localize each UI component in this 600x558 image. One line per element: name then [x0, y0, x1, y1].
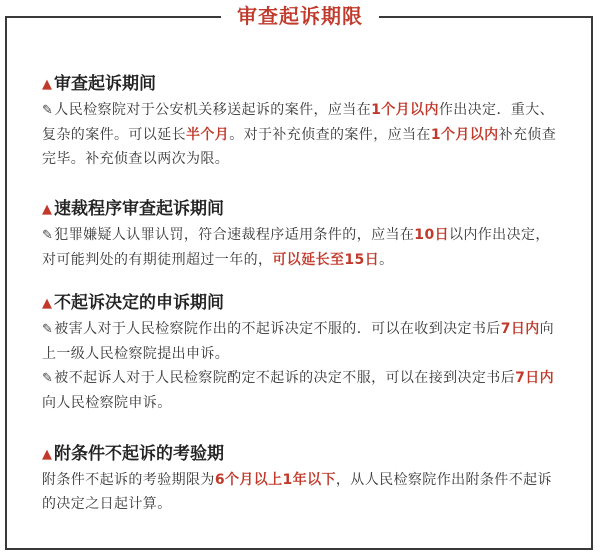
triangle-icon: ▲	[42, 296, 52, 311]
paragraph-text: 作出决定．重大、复杂的案件。可以延长	[42, 102, 555, 143]
paragraph-text: ，从人民检察院作出附条件不起诉的决定之日起计算。	[42, 472, 552, 512]
highlighted-term: 可以延长至15日	[272, 252, 380, 268]
paragraph-text: 补充侦查完毕。补充侦查以两次为限。	[42, 127, 557, 167]
section-appeal-period	[42, 290, 562, 415]
pencil-icon: ✎	[42, 371, 54, 386]
highlighted-term: 1个月以内	[430, 127, 499, 143]
highlighted-term: 10日	[414, 227, 449, 243]
highlighted-term: 半个月	[186, 127, 230, 143]
pencil-icon: ✎	[42, 322, 54, 337]
section-heading	[42, 71, 562, 98]
triangle-icon: ▲	[42, 77, 52, 92]
paragraph-text: 向人民检察院申诉。	[42, 395, 172, 411]
section-heading-text: 速裁程序审查起诉期间	[54, 199, 224, 219]
section-heading-text: 审查起诉期间	[54, 74, 156, 94]
paragraph-text: 附条件不起诉的考验期限为	[42, 472, 215, 488]
section-heading-text: 不起诉决定的申诉期间	[54, 293, 224, 313]
triangle-icon: ▲	[42, 447, 52, 462]
page-title: 审查起诉期限	[221, 0, 379, 32]
paragraph-text: 向上一级人民检察院提出申诉。	[42, 321, 555, 362]
section-paragraph	[42, 98, 562, 171]
paragraph-text: 。对于补充侦查的案件，应当在	[229, 127, 431, 143]
paragraph-text: 被害人对于人民检察院作出的不起诉决定不服的．可以在收到决定书后	[54, 321, 501, 337]
section-paragraph	[42, 468, 562, 516]
section-fast-track-period	[42, 196, 562, 272]
title-bar	[0, 0, 600, 32]
paragraph-text: 人民检察院对于公安机关移送起诉的案件，应当在	[54, 102, 372, 118]
highlighted-term: 1个月以内	[371, 102, 439, 118]
section-probation-period	[42, 441, 562, 516]
highlighted-term: 7日内	[515, 370, 555, 386]
paragraph-text: 被不起诉人对于人民检察院酌定不起诉的决定不服，可以在接到决定书后	[54, 370, 516, 386]
pencil-icon: ✎	[42, 103, 54, 118]
triangle-icon: ▲	[42, 202, 52, 217]
section-review-period	[42, 71, 562, 171]
section-heading	[42, 196, 562, 223]
section-paragraph	[42, 223, 562, 272]
pencil-icon: ✎	[42, 228, 54, 243]
section-heading-text: 附条件不起诉的考验期	[54, 444, 224, 464]
paragraph-text: 以内作出决定，对可能判处的有期徒刑超过一年的，	[42, 227, 550, 268]
section-heading	[42, 441, 562, 468]
highlighted-term: 6个月以上1年以下	[214, 472, 336, 488]
paragraph-text: 犯罪嫌疑人认罪认罚，符合速裁程序适用条件的，应当在	[54, 227, 415, 243]
section-paragraph	[42, 317, 562, 366]
paragraph-text: 。	[379, 252, 394, 268]
highlighted-term: 7日内	[500, 321, 540, 337]
section-heading	[42, 290, 562, 317]
section-paragraph	[42, 366, 562, 415]
